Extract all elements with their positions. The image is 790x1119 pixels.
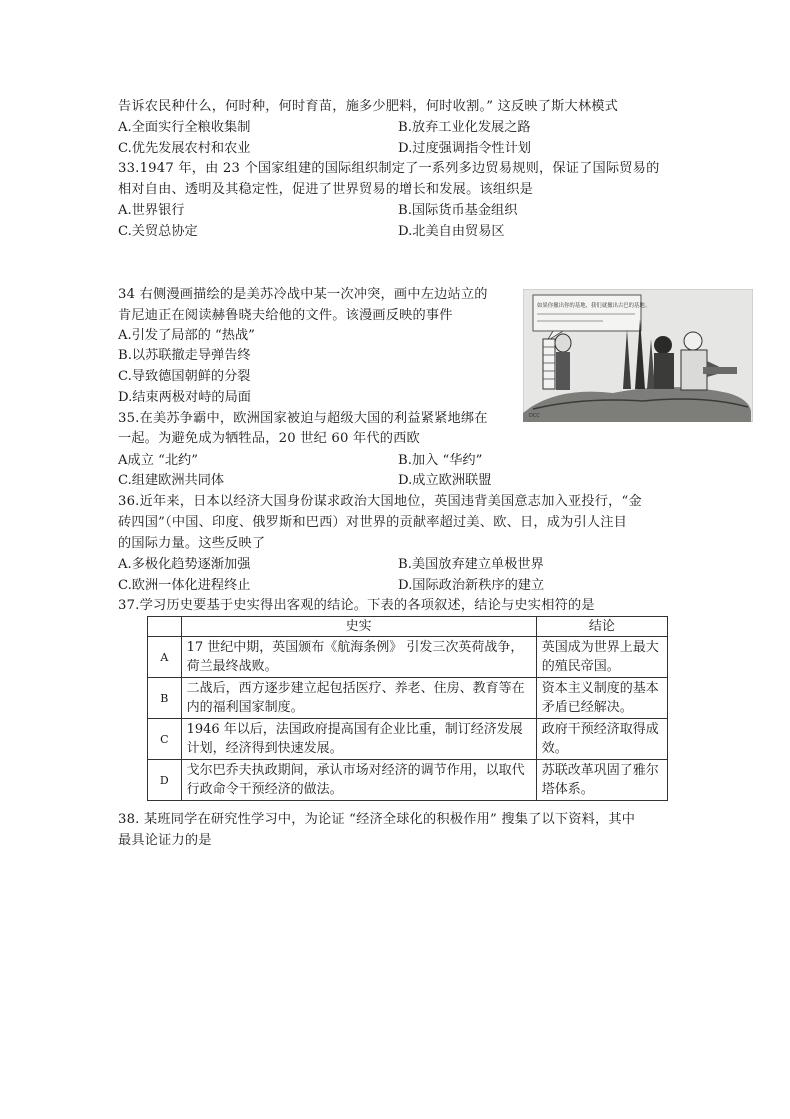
q32-stem: 告诉农民种什么，何时种，何时育苗，施多少肥料，何时收割。” 这反映了斯大林模式	[118, 99, 619, 114]
cartoon-caption: 如果你撤出你的基地，我们就撤出古巴的基地。	[537, 303, 651, 309]
q35-stem-line2: 一起。为避免成为牺牲品，20 世纪 60 年代的西欧	[118, 431, 420, 446]
row-letter: C	[148, 719, 182, 760]
cold-war-cartoon	[523, 289, 753, 422]
row-conclusion: 资本主义制度的基本矛盾已经解决。	[536, 678, 667, 719]
q32-option-c: C.优先发展农村和农业	[118, 141, 251, 156]
row-fact: 1946 年以后，法国政府提高国有企业比重，制订经济发展计划，经济得到快速发展。	[181, 719, 536, 760]
row-fact: 戈尔巴乔夫执政期间，承认市场对经济的调节作用，以取代行政命令干预经济的做法。	[181, 760, 536, 801]
q32-option-a: A.全面实行全粮收集制	[118, 120, 251, 135]
row-conclusion: 苏联改革巩固了雅尔塔体系。	[536, 760, 667, 801]
q36-option-d: D.国际政治新秩序的建立	[398, 578, 545, 593]
svg-text:DCC: DCC	[529, 413, 540, 419]
q33-option-c: C.关贸总协定	[118, 224, 198, 239]
q33-option-a: A.世界银行	[118, 203, 185, 218]
q34-option-c: C.导致德国朝鲜的分裂	[118, 369, 251, 384]
q33-stem-line2: 相对自由、透明及其稳定性，促进了世界贸易的增长和发展。该组织是	[118, 182, 534, 197]
row-conclusion: 政府干预经济取得成效。	[536, 719, 667, 760]
q36-stem-line2: 砖四国”（中国、印度、俄罗斯和巴西）对世界的贡献率超过美、欧、日，成为引人注目	[118, 515, 628, 530]
table-row	[148, 719, 668, 760]
table-header-row	[148, 617, 668, 637]
q32-option-b: B.放弃工业化发展之路	[398, 120, 531, 135]
table-row	[148, 678, 668, 719]
q33-option-d: D.北美自由贸易区	[398, 224, 505, 239]
table-header-fact: 史实	[181, 617, 536, 637]
q36-stem-line3: 的国际力量。这些反映了	[118, 536, 266, 551]
q34-option-b: B.以苏联撤走导弹告终	[118, 348, 251, 363]
q37-stem: 37.学习历史要基于史实得出客观的结论。下表的各项叙述，结论与史实相符的是	[118, 598, 595, 613]
q37-table	[147, 616, 668, 801]
row-fact: 二战后，西方逐步建立起包括医疗、养老、住房、教育等在内的福利国家制度。	[181, 678, 536, 719]
q32-option-d: D.过度强调指令性计划	[398, 141, 531, 156]
q36-option-c: C.欧洲一体化进程终止	[118, 578, 251, 593]
q34-option-a: A.引发了局部的 “热战”	[118, 328, 255, 343]
q36-stem-line1: 36.近年来，日本以经济大国身份谋求政治大国地位，英国违背美国意志加入亚投行，“金	[118, 494, 642, 509]
q35-option-d: D.成立欧洲联盟	[398, 473, 492, 488]
row-conclusion: 英国成为世界上最大的殖民帝国。	[536, 637, 667, 678]
table-row	[148, 637, 668, 678]
row-letter: A	[148, 637, 182, 678]
q33-stem-line1: 33.1947 年，由 23 个国家组建的国际组织制定了一系列多边贸易规则，保证了国际贸易的	[118, 161, 660, 176]
q33-option-b: B.国际货币基金组织	[398, 203, 518, 218]
table-header-blank	[148, 617, 182, 637]
row-letter: B	[148, 678, 182, 719]
q36-option-b: B.美国放弃建立单极世界	[398, 557, 544, 572]
table-header-conclusion: 结论	[536, 617, 667, 637]
q35-option-a: A成立 “北约”	[118, 453, 198, 468]
q38-stem-line2: 最具论证力的是	[118, 833, 212, 848]
q34-stem-line2: 肯尼迪正在阅读赫鲁晓夫给他的文件。该漫画反映的事件	[118, 308, 453, 323]
q35-option-b: B.加入 “华约”	[398, 453, 483, 468]
row-letter: D	[148, 760, 182, 801]
row-fact: 17 世纪中期，英国颁布《航海条例》 引发三次英荷战争，荷兰最终战败。	[181, 637, 536, 678]
q34-option-d: D.结束两极对峙的局面	[118, 390, 251, 405]
q36-option-a: A.多极化趋势逐渐加强	[118, 557, 251, 572]
q34-stem-line1: 34 右侧漫画描绘的是美苏冷战中某一次冲突，画中左边站立的	[118, 287, 488, 302]
table-row	[148, 760, 668, 801]
q38-stem-line1: 38. 某班同学在研究性学习中，为论证 “经济全球化的积极作用” 搜集了以下资料，其中	[118, 812, 636, 827]
q35-option-c: C.组建欧洲共同体	[118, 473, 225, 488]
q35-stem-line1: 35.在美苏争霸中，欧洲国家被迫与超级大国的利益紧紧地绑在	[118, 411, 488, 426]
